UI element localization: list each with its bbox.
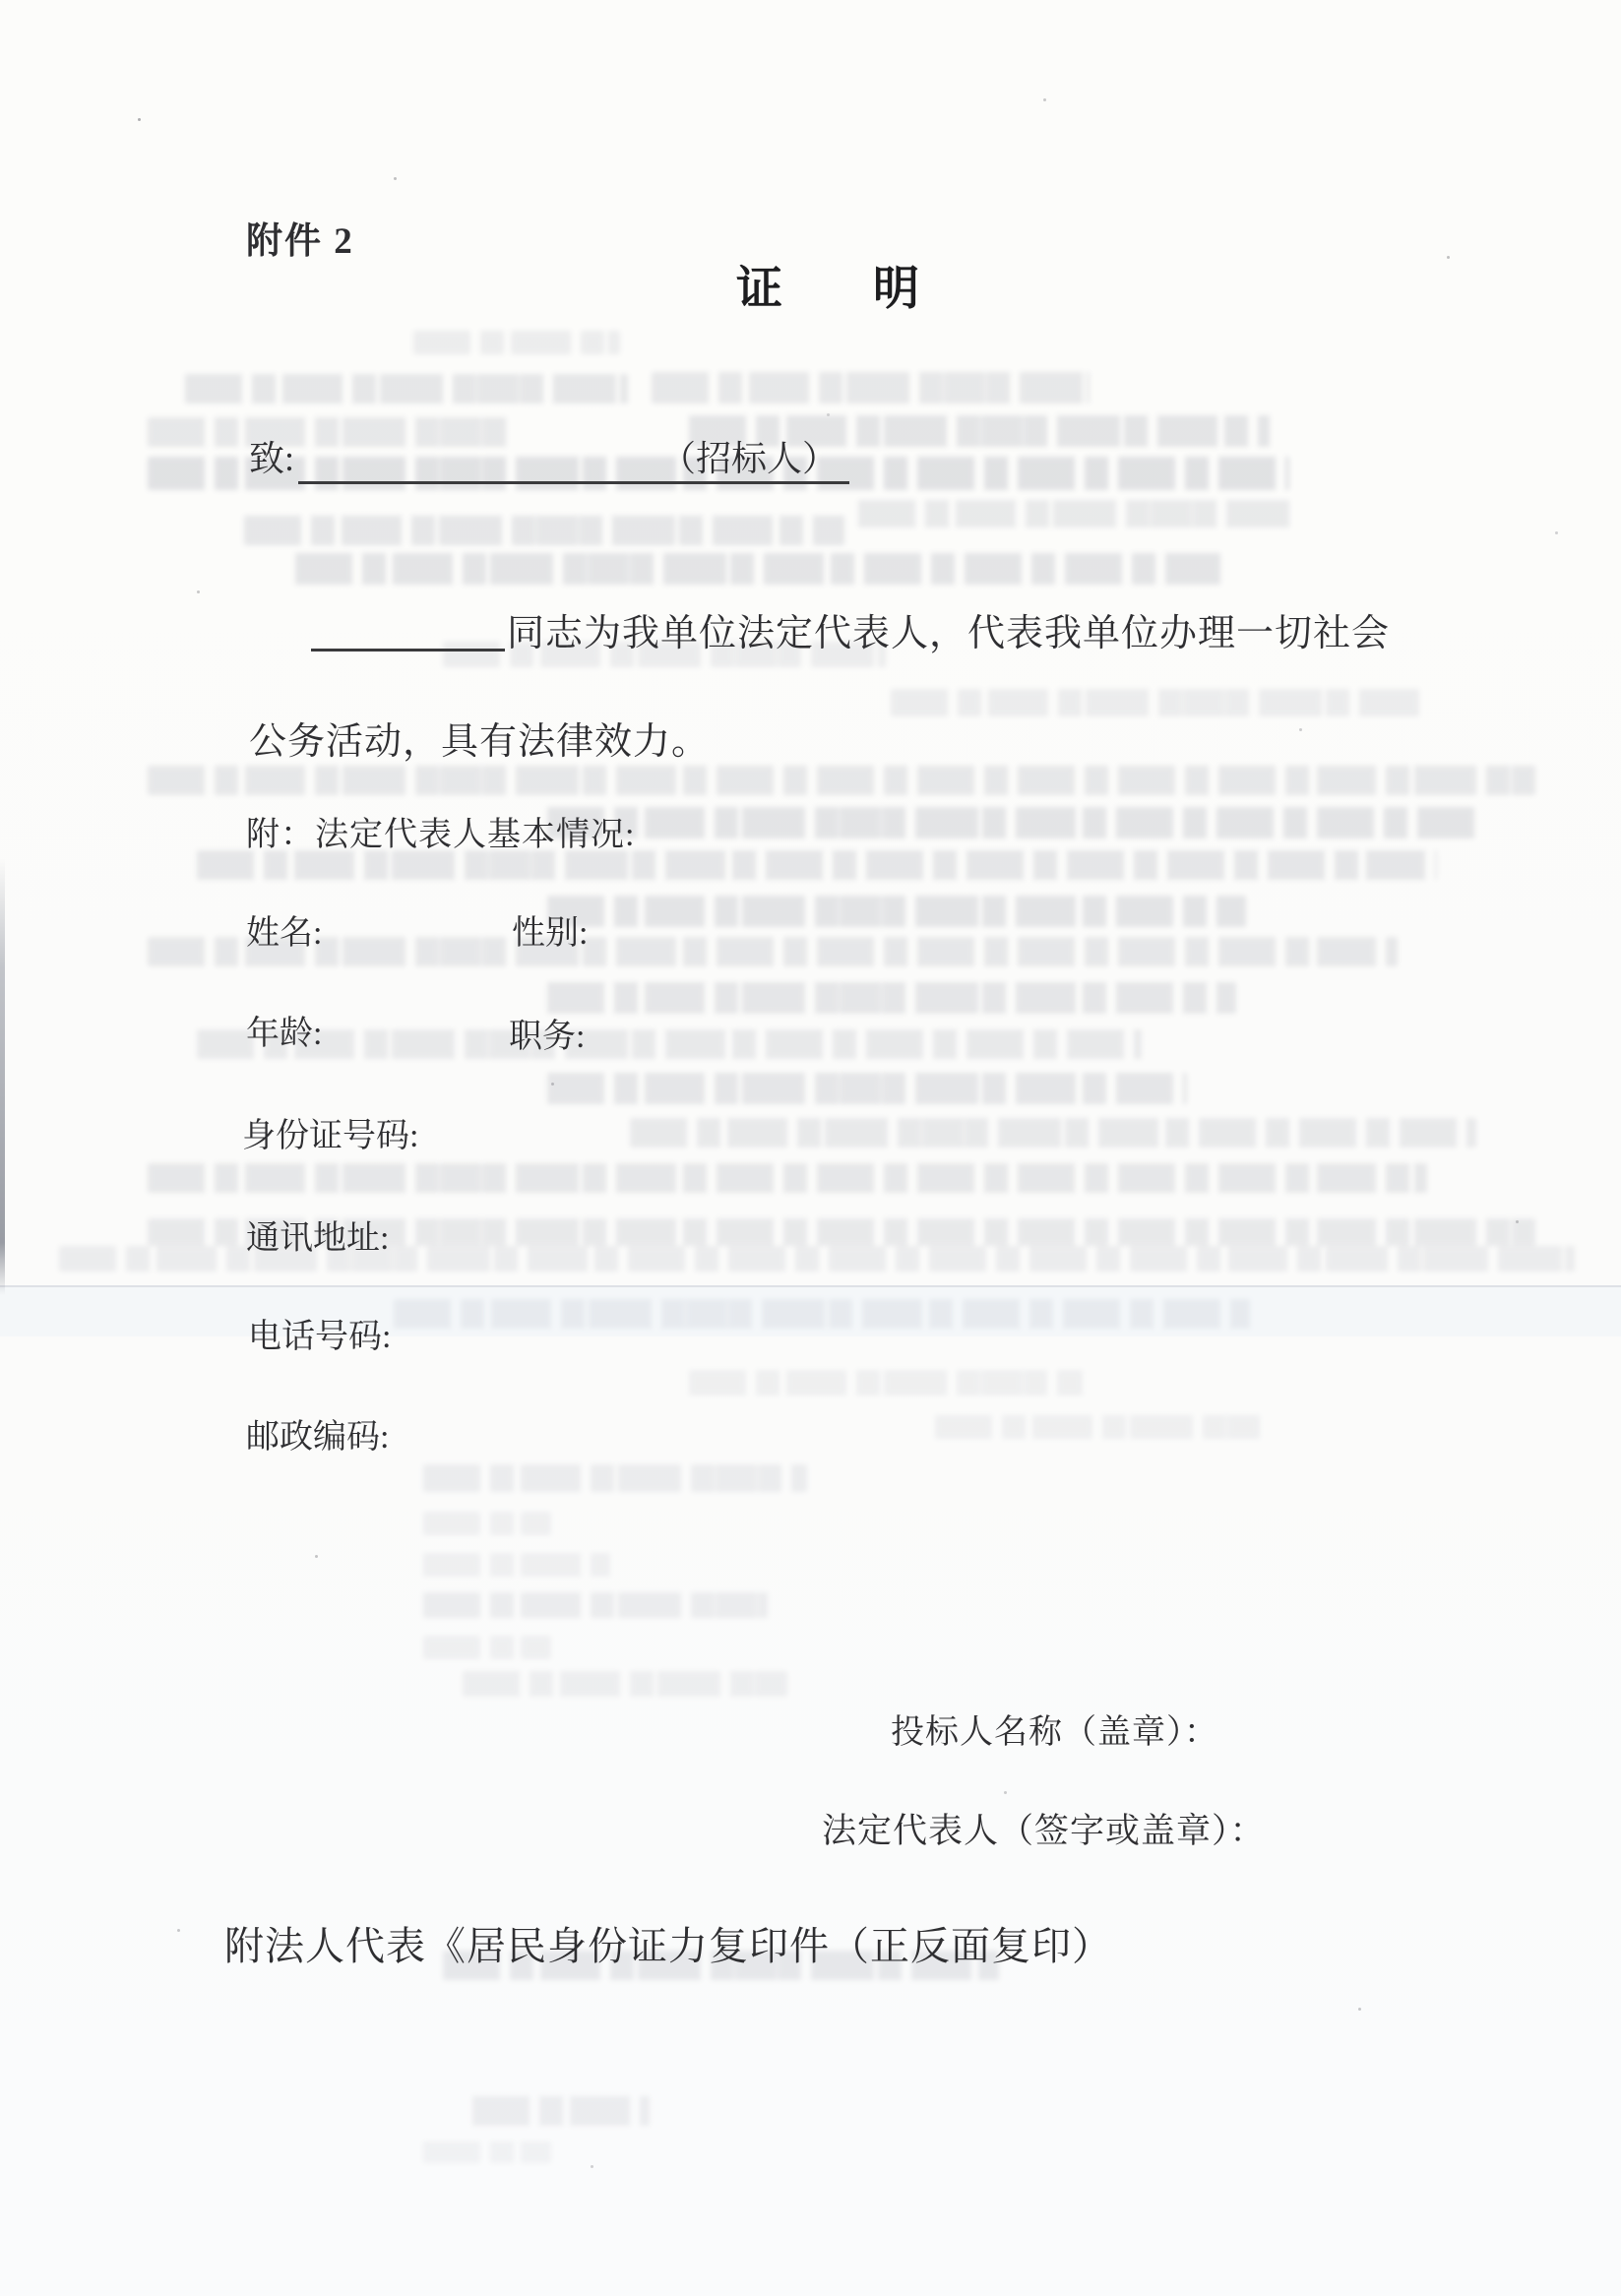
scan-noise-speckles bbox=[138, 118, 141, 121]
bleed-through-text bbox=[244, 516, 844, 545]
field-label-address: 通讯地址: bbox=[246, 1220, 390, 1257]
recipient-hint: （招标人） bbox=[660, 439, 839, 478]
bleed-through-text bbox=[547, 807, 1482, 838]
bleed-through-text bbox=[891, 689, 1422, 716]
bleed-through-text bbox=[148, 766, 1535, 795]
bleed-through-text bbox=[652, 372, 1090, 403]
field-label-gender: 性别: bbox=[512, 915, 589, 952]
bleed-through-text bbox=[423, 1512, 551, 1535]
bleed-through-text bbox=[197, 1029, 1142, 1059]
bleed-through-text bbox=[423, 1464, 807, 1492]
bleed-through-text bbox=[630, 1118, 1476, 1148]
attachment-label: 附件 2 bbox=[246, 221, 354, 262]
bleed-through-text bbox=[413, 331, 620, 354]
bleed-through-text bbox=[185, 374, 628, 403]
scan-seam-band bbox=[0, 1287, 1621, 1336]
field-label-age: 年龄: bbox=[246, 1016, 323, 1052]
recipient-blank-line bbox=[298, 431, 849, 484]
field-label-postcode: 邮政编码: bbox=[246, 1419, 390, 1456]
bleed-through-text bbox=[423, 1636, 551, 1659]
name-blank-line bbox=[311, 611, 505, 652]
bleed-through-text bbox=[463, 1671, 787, 1697]
bleed-through-text bbox=[295, 553, 1220, 585]
bleed-through-text bbox=[148, 1163, 1427, 1193]
bleed-through-text bbox=[148, 937, 1398, 966]
bleed-through-text bbox=[935, 1415, 1260, 1439]
bleed-through-text bbox=[547, 982, 1236, 1014]
bleed-through-text bbox=[547, 1073, 1187, 1104]
recipient-blank-gap bbox=[298, 468, 660, 470]
bleed-through-text bbox=[423, 1592, 768, 1618]
basic-info-heading: 附：法定代表人基本情况: bbox=[246, 817, 636, 853]
bleed-through-text bbox=[858, 500, 1291, 527]
signature-label-legal-rep: 法定代表人（签字或盖章）： bbox=[822, 1812, 1266, 1850]
bleed-through-text bbox=[689, 1370, 1083, 1396]
recipient-blank-tail bbox=[838, 468, 849, 470]
salutation-line bbox=[249, 431, 849, 484]
document-title: 证明 bbox=[736, 264, 1010, 315]
scan-edge-artifact bbox=[0, 858, 5, 1295]
bleed-through-text bbox=[547, 896, 1246, 927]
field-label-position: 职务: bbox=[509, 1019, 586, 1055]
signature-label-bidder-seal: 投标人名称（盖章）： bbox=[891, 1714, 1218, 1751]
declaration-line-1-text: 同志为我单位法定代表人，代表我单位办理一切社会 bbox=[507, 613, 1391, 654]
bleed-through-text bbox=[472, 2096, 650, 2126]
salutation-prefix: 致: bbox=[249, 439, 295, 478]
bleed-through-text bbox=[423, 1553, 610, 1577]
declaration-line-2: 公务活动，具有法律效力。 bbox=[249, 721, 711, 763]
declaration-line-1 bbox=[311, 602, 1390, 656]
field-label-phone: 电话号码: bbox=[248, 1319, 392, 1355]
footnote-line: 附法人代表《居民身份证力复印件（正反面复印） bbox=[224, 1924, 1112, 1968]
bleed-through-text bbox=[423, 2141, 551, 2163]
field-label-name: 姓名: bbox=[246, 915, 323, 952]
field-label-id-number: 身份证号码: bbox=[242, 1118, 419, 1154]
